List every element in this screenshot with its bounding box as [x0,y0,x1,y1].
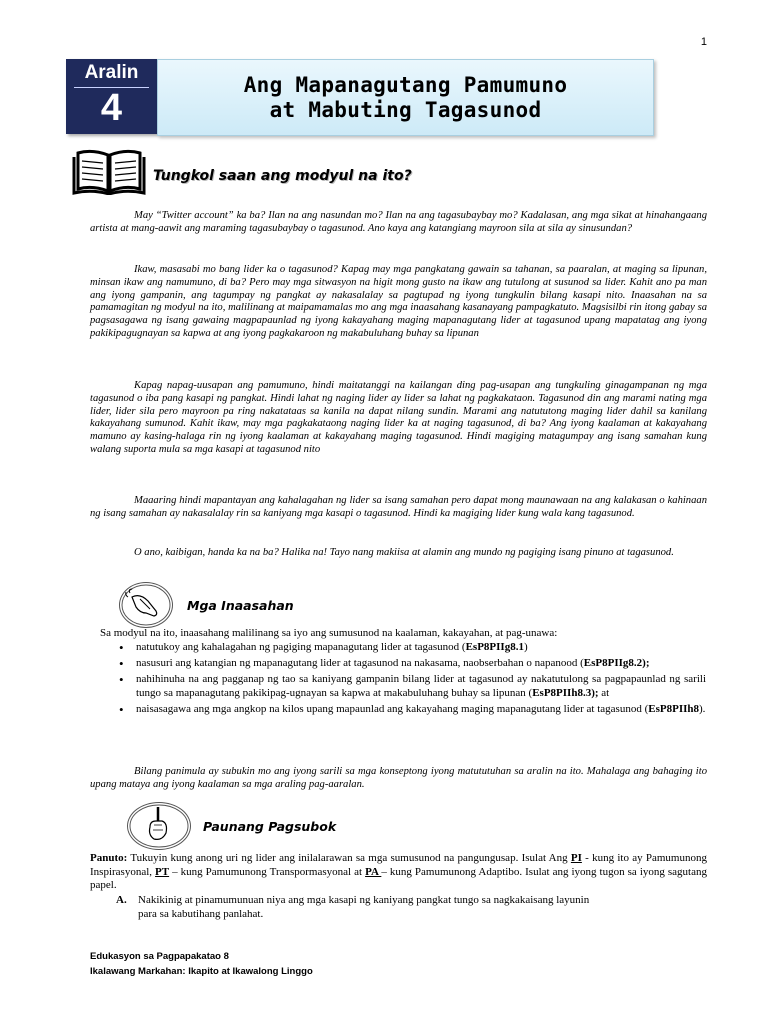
lesson-number: 4 [100,87,123,129]
paragraph-5-text: O ano, kaibigan, handa ka na ba? Halika na! Tayo nang makiisa at alamin ang mundo ng pagiging isang pinuno at tagasunod. [134,547,674,558]
list-item: • nahihinuha na ang pagganap ng tao sa kaniyang gampanin bilang lider at tagasunod ay nakatutulong sa pagpapaunlad ng sarili tungo sa mapanagutang pakikipag-ugnayan sa kapwa at makabuluhang buhay sa lipunan (EsP8PIIh8.3); at [136,673,706,699]
paragraph-5 [90,547,707,560]
instructions: Panuto: Tukuyin kung anong uri ng lider ang inilalarawan sa mga sumusunod na pangungusap. Isulat Ang PI - kung ito ay Pamumunong Inspirasyonal, PT – kung Pamumunong Transpormasyonal at PA – kung Pamumunong Adaptibo. Isulat ang iyong tugon sa iyong sagutang papel. [90,852,707,892]
question-item-a [116,893,706,921]
paragraph-2-text: Ikaw, masasabi mo bang lider ka o tagasunod? Kapag may mga pangkatang gawain sa tahanan, sa paaralan, at maging sa lipunan, minsan ikaw ang namumuno, di ba? Pero may mga sitwasyon na higit mong gusto na ikaw ang tutulong at susunod sa lider. Kahit ano pa man ang iyong gampanin, ang tagumpay ng pangkat ay nakasalalay sa pagtupad ng iyong tungkulin bilang kasapi nito. Inaasahan na sa pamamagitan ng modyul na ito, malilinang at maipamamalas mo ang mga inaasahang kasanayang pampagkatuto. Magsisilbi rin itong gabay sa pagsasagawa ng isang gawaing magpapaunlad ng iyong kakayahang maging mapanagutang lider at tagasunod upang mapatatag ang iyong pakikipagugnayan sa kapwa at ang iyong pagkakaroon ng makabuluhang buhay sa lipunan [90,264,707,339]
inaasahan-closing [90,766,707,792]
code-pi: PI [570,852,582,864]
page-number: 1 [700,36,707,48]
paragraph-3 [90,380,707,457]
code-pt: PT [155,865,170,878]
open-book-icon [72,147,146,195]
section-heading-inaasahan: Mga Inaasahan [187,598,294,613]
paragraph-1-text: May “Twitter account” ka ba? Ilan na ang nasundan mo? Ilan na ang tagasubaybay mo? Kadalasan, ang mga sikat at hinahangaang artista at mang-aawit ang maraming tagasubaybay o tagasunod. Ano kaya ang katangiang mayroon sila at sila ay sinusundan? [90,210,707,234]
footer-quarter: Ikalawang Markahan: Ikapito at Ikawalong Linggo [90,966,313,977]
inaasahan-closing-text: Bilang panimula ay subukin mo ang iyong sarili sa mga konseptong iyong matututuhan sa aralin na ito. Mahalaga ang bahaging ito upang mataya ang iyong kaalaman sa mga araling pag-aaralan. [90,766,707,790]
inaasahan-intro: Sa modyul na ito, inaasahang malilinang sa iyo ang sumusunod na kaalaman, kakayahan, at pag-unawa: [100,627,558,639]
question-letter: A. [116,894,127,906]
paragraph-4 [90,495,707,521]
lesson-label: Aralin [84,62,139,83]
paragraph-1 [90,210,707,236]
question-text-line2: para sa kabutihang panlahat. [138,908,264,920]
lesson-title-line2: at Mabuting Tagasunod [269,97,542,122]
lesson-title-banner [157,59,654,136]
footer-subject: Edukasyon sa Pagpapakatao 8 [90,951,229,962]
paragraph-2 [90,264,707,341]
pointing-hand-icon [119,582,173,628]
code-pa: PA [365,865,382,878]
list-item: • naisasagawa ang mga angkop na kilos upang mapaunlad ang kakayahang maging mapanagutang lider at tagasunod (EsP8PIIh8). [136,703,706,716]
hand-with-pencil-icon [127,802,191,850]
page-footer [90,949,313,979]
section-heading-paunang-pagsubok: Paunang Pagsubok [203,819,337,834]
paragraph-4-text: Maaaring hindi mapantayan ang kahalagahan ng lider sa isang samahan pero dapat mong maunawaan na ang kalakasan o kahinaan ng isang samahan ay nakasalalay rin sa kaniyang mga kasapi o tagasunod. Hindi ka magiging lider kung wala kang tagasunod. [90,495,707,519]
paragraph-3-text: Kapag napag-uusapan ang pamumuno, hindi maitatanggi na kailangan ding pag-usapan ang tungkuling ginagampanan ng mga tagasunod o iba pang kasapi ng pangkat. Hindi lahat ng naging lider ay lider sa lahat ng pagkakataon. Tagasunod din ang marami nating mga lider, lider sila pero mayroon pa ring nakatataas sa kanila na dapat nilang sundin. Marami ang natututong maging lider dahil sa kanilang kakayahang sumunod. Kahit ikaw, may mga pagkakataong naging lider ka at naging tagasunod, di ba? Ang iyong kaalaman at kakayahang mamuno ay kasing-halaga rin ng iyong kaalaman at kakayahang maging tagasunod. Hindi magiging matagumpay ang isang samahan kung walang suporta mula sa mga kasapi at tagasunod nito [90,380,707,455]
lesson-title-line1: Ang Mapanagutang Pamumuno [243,72,568,97]
list-item: • nasusuri ang katangian ng mapanagutang lider at tagasunod na nakasama, naobserbahan o napanood (EsP8PIIg8.2); [136,657,706,670]
learning-objectives-list [136,641,706,719]
lesson-badge [66,59,157,134]
list-item: • natutukoy ang kahalagahan ng pagiging mapanagutang lider at tagasunod (EsP8PIIg8.1) [136,641,706,654]
question-text-line1: Nakikinig at pinamumunuan niya ang mga kasapi ng kaniyang pangkat tungo sa nagkakaisang layunin [138,894,590,906]
instructions-label: Panuto: [90,852,128,864]
section-heading-tungkol: Tungkol saan ang modyul na ito? [153,168,412,184]
